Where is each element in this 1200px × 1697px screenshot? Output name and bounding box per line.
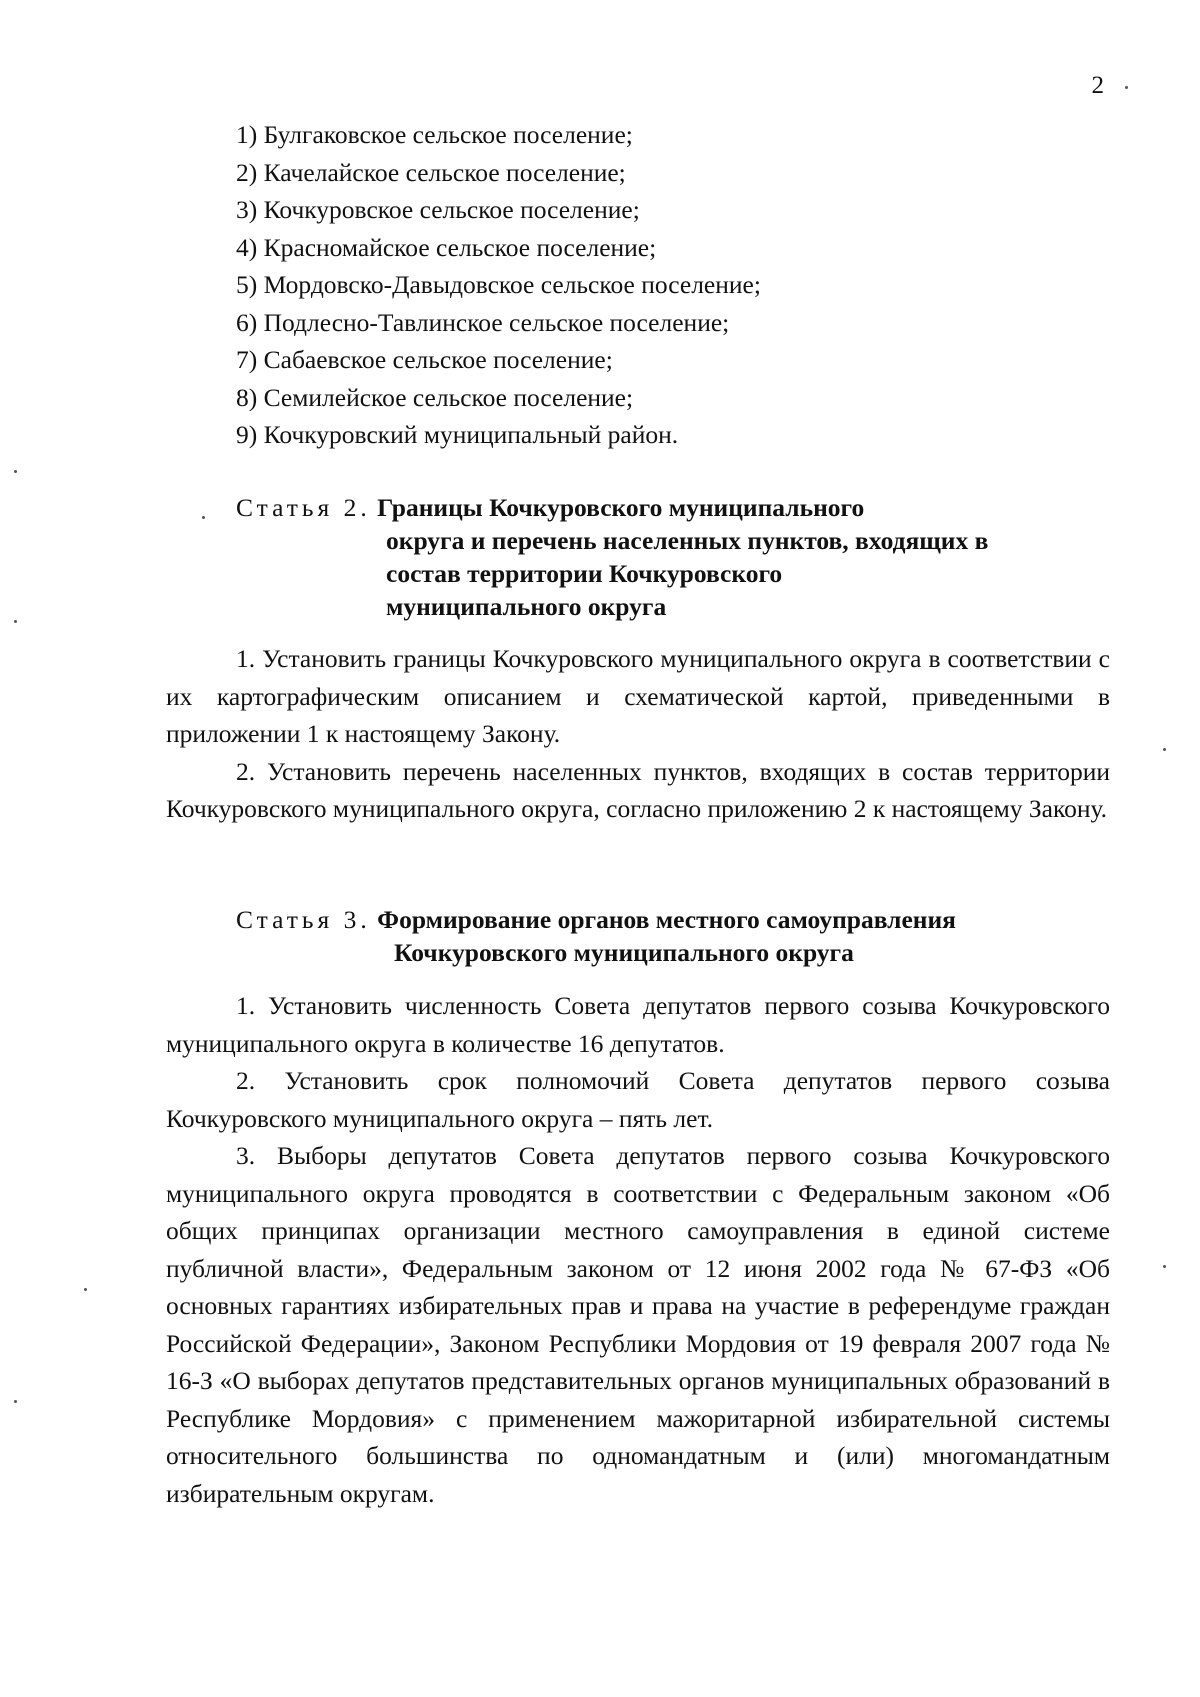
scan-speck xyxy=(1163,748,1166,751)
scan-speck xyxy=(14,620,17,623)
scan-speck xyxy=(84,1288,87,1291)
list-item: 1) Булгаковское сельское поселение; xyxy=(236,120,633,149)
article-2-body xyxy=(166,640,1110,828)
article-2-title-line: Границы Кочкуровского муниципального xyxy=(377,493,865,522)
article-paragraph: 1. Установить границы Кочкуровского муниципального округа в соответствии с их картографическим описанием и схематической картой, приведенными в приложении 1 к настоящему Закону. xyxy=(166,644,1110,748)
scan-speck xyxy=(14,470,17,473)
scan-speck xyxy=(202,516,205,519)
list-item: 7) Сабаевское сельское поселение; xyxy=(236,345,613,374)
article-2-label: Статья 2. xyxy=(236,493,371,522)
article-2-heading xyxy=(236,491,1076,623)
article-paragraph: 2. Установить перечень населенных пунктов, входящих в состав территории Кочкуровского муниципального округа, согласно приложению 2 к настоящему Закону. xyxy=(166,756,1110,823)
settlement-list xyxy=(236,116,761,454)
article-3-heading xyxy=(236,903,1076,969)
list-item: 3) Кочкуровское сельское поселение; xyxy=(236,195,640,224)
article-2-title-line: округа и перечень населенных пунктов, входящих в xyxy=(386,526,989,555)
scan-speck xyxy=(1163,1265,1166,1268)
article-2-title-line: состав территории Кочкуровского xyxy=(386,559,783,588)
article-3-label: Статья 3. xyxy=(236,905,371,934)
article-paragraph: 3. Выборы депутатов Совета депутатов первого созыва Кочкуровского муниципального округа проводятся в соответствии с Федеральным законом «Об общих принципах организации местного самоуправления в единой системе публичной власти», Федеральным законом от 12 июня 2002 года № 67-ФЗ «Об основных гарантиях избирательных прав и права на участие в референдуме граждан Российской Федерации», Законом Республики Мордовия от 19 февраля 2007 года № 16-З «О выборах депутатов представительных органов муниципальных образований в Республике Мордовия» с применением мажоритарной избирательной системы относительного большинства по одномандатным и (или) многомандатным избирательным округам. xyxy=(166,1141,1110,1508)
article-3-title-line: Формирование органов местного самоуправления xyxy=(377,905,956,934)
list-item: 2) Качелайское сельское поселение; xyxy=(236,157,626,187)
article-2-title-line: муниципального округа xyxy=(386,592,667,621)
page-number: 2 xyxy=(1091,72,1104,99)
article-paragraph: 2. Установить срок полномочий Совета депутатов первого созыва Кочкуровского муниципального округа – пять лет. xyxy=(166,1066,1110,1133)
article-3-title-line: Кочкуровского муниципального округа xyxy=(394,938,854,967)
list-item: 4) Красномайское сельское поселение; xyxy=(236,232,657,262)
list-item: 9) Кочкуровский муниципальный район. xyxy=(236,420,679,449)
article-3-body xyxy=(166,987,1110,1512)
scan-speck xyxy=(14,1400,17,1403)
list-item: 5) Мордовско-Давыдовское сельское поселение; xyxy=(236,270,761,299)
scan-speck xyxy=(1125,86,1128,89)
list-item: 8) Семилейское сельское поселение; xyxy=(236,382,634,412)
list-item: 6) Подлесно-Тавлинское сельское поселение; xyxy=(236,307,730,337)
article-paragraph: 1. Установить численность Совета депутатов первого созыва Кочкуровского муниципального округа в количестве 16 депутатов. xyxy=(166,991,1110,1058)
